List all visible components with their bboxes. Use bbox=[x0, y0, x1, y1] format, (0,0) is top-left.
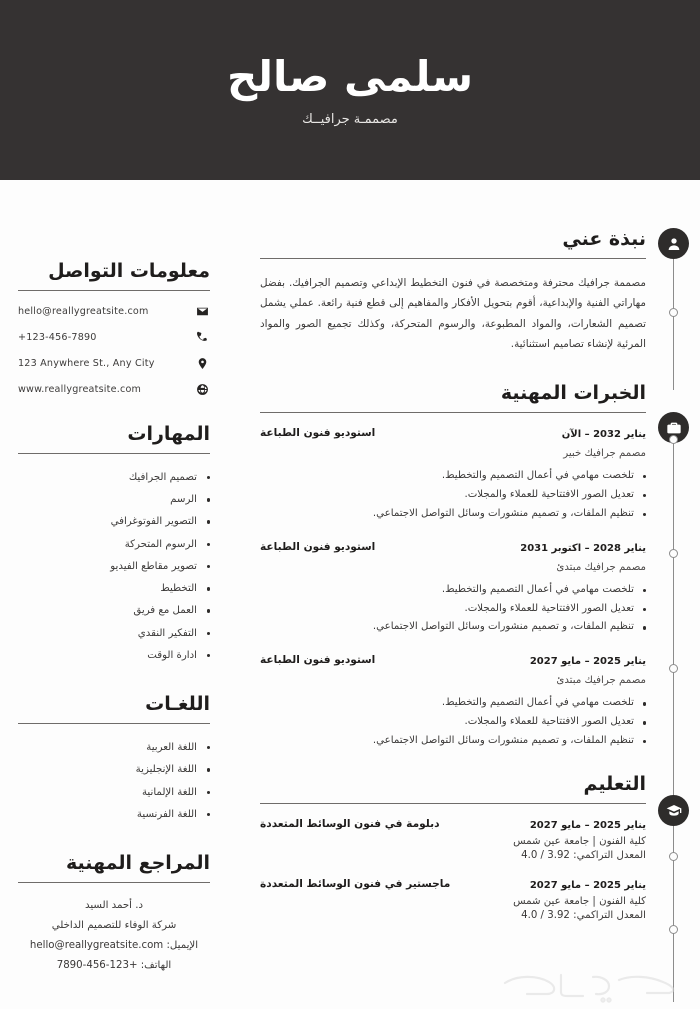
experience-role: مصمم جرافيك مبتدئ bbox=[556, 675, 646, 687]
section-title-contact: معلومات التواصل bbox=[48, 260, 210, 282]
education-school: كلية الفنون | جامعة عين شمس bbox=[513, 895, 646, 907]
section-contact bbox=[18, 260, 210, 397]
section-title-experience: الخبرات المهنية bbox=[500, 382, 646, 405]
skills-list bbox=[18, 467, 210, 667]
skill-item: التفكير النقدي bbox=[18, 623, 210, 645]
language-item: اللغة الفرنسية bbox=[18, 804, 210, 826]
education-entry bbox=[260, 878, 646, 921]
section-about bbox=[232, 228, 700, 354]
sidebar-column bbox=[0, 180, 232, 1009]
experience-organization: استوديو فنون الطباعة bbox=[260, 654, 376, 667]
skill-item: تصميم الجرافيك bbox=[18, 467, 210, 489]
header-subtitle: مصممـة جرافيــك bbox=[302, 111, 398, 127]
experience-bullet: تلخصت مهامي في أعمال التصميم والتخطيط. bbox=[260, 581, 646, 600]
experience-role: مصمم جرافيك خبير bbox=[563, 448, 646, 460]
experience-entry bbox=[260, 654, 646, 751]
section-title-education: التعليم bbox=[583, 772, 646, 795]
watermark-logo bbox=[497, 963, 687, 1007]
phone-icon bbox=[195, 330, 210, 345]
skill-item: الرسم bbox=[18, 489, 210, 511]
education-date: يناير 2025 – مايو 2027 bbox=[529, 819, 646, 831]
skill-item: تصوير مقاطع الفيديو bbox=[18, 556, 210, 578]
experience-bullet: تنظيم الملفات، و تصميم منشورات وسائل التواصل الاجتماعي. bbox=[260, 505, 646, 524]
section-divider bbox=[18, 723, 210, 724]
main-column bbox=[232, 180, 700, 1009]
language-item: اللغة الإلمانية bbox=[18, 782, 210, 804]
experience-bullet: تلخصت مهامي في أعمال التصميم والتخطيط. bbox=[260, 467, 646, 486]
reference-phone: الهاتف: +123-456-7890 bbox=[56, 959, 172, 971]
contact-value: hello@reallygreatsite.com bbox=[18, 305, 149, 317]
page-title: سلمى صالح bbox=[226, 52, 474, 102]
experience-bullets bbox=[260, 467, 646, 524]
experience-bullet: تعديل الصور الافتتاحية للعملاء والمجلات. bbox=[260, 600, 646, 619]
reference-email: الإيميل: hello@reallygreatsite.com bbox=[29, 939, 199, 951]
timeline-dot bbox=[669, 925, 678, 934]
contact-list bbox=[18, 304, 210, 397]
contact-row[interactable] bbox=[18, 330, 210, 345]
contact-row[interactable] bbox=[18, 382, 210, 397]
skill-item: التخطيط bbox=[18, 578, 210, 600]
language-item: اللغة العربية bbox=[18, 737, 210, 759]
contact-row[interactable] bbox=[18, 304, 210, 319]
experience-bullet: تعديل الصور الافتتاحية للعملاء والمجلات. bbox=[260, 486, 646, 505]
experience-entry bbox=[260, 427, 646, 524]
section-divider bbox=[18, 882, 210, 883]
experience-bullet: تلخصت مهامي في أعمال التصميم والتخطيط. bbox=[260, 694, 646, 713]
skill-item: ادارة الوقت bbox=[18, 645, 210, 667]
skill-item: العمل مع فريق bbox=[18, 600, 210, 622]
contact-value: www.reallygreatsite.com bbox=[18, 383, 142, 395]
section-divider bbox=[18, 453, 210, 454]
experience-role: مصمم جرافيك مبتدئ bbox=[556, 561, 646, 573]
skill-item: الرسوم المتحركة bbox=[18, 534, 210, 556]
section-title-skills: المهارات bbox=[127, 422, 210, 445]
section-skills bbox=[18, 423, 210, 667]
education-gpa: المعدل التراكمي: 3.92 / 4.0 bbox=[521, 849, 646, 861]
languages-list bbox=[18, 737, 210, 826]
section-divider bbox=[260, 803, 646, 804]
section-divider bbox=[18, 290, 210, 291]
experience-entry bbox=[260, 541, 646, 638]
section-title-languages: اللغـات bbox=[145, 693, 210, 716]
section-divider bbox=[260, 412, 646, 413]
skill-item: التصوير الفوتوغرافي bbox=[18, 511, 210, 533]
experience-organization: استوديو فنون الطباعة bbox=[260, 540, 376, 553]
globe-icon bbox=[195, 382, 210, 397]
education-list bbox=[260, 818, 646, 921]
section-divider bbox=[260, 258, 646, 259]
education-school: كلية الفنون | جامعة عين شمس bbox=[513, 835, 646, 847]
experience-date: يناير 2032 – الآن bbox=[561, 429, 646, 441]
experience-organization: استوديو فنون الطباعة bbox=[260, 427, 376, 440]
location-pin-icon bbox=[195, 356, 210, 371]
education-date: يناير 2025 – مايو 2027 bbox=[529, 879, 646, 891]
education-entry bbox=[260, 818, 646, 861]
experience-bullet: تعديل الصور الافتتاحية للعملاء والمجلات. bbox=[260, 713, 646, 732]
resume-body bbox=[0, 180, 700, 1009]
section-experience bbox=[232, 382, 700, 751]
experience-bullet: تنظيم الملفات، و تصميم منشورات وسائل التواصل الاجتماعي. bbox=[260, 618, 646, 637]
experience-bullets bbox=[260, 581, 646, 638]
experience-bullets bbox=[260, 694, 646, 751]
reference-company: شركة الوفاء للتصميم الداخلي bbox=[51, 919, 177, 931]
contact-value: 123 Anywhere St., Any City bbox=[18, 357, 155, 369]
section-languages bbox=[18, 693, 210, 826]
experience-date: يناير 2025 – مايو 2027 bbox=[529, 656, 646, 668]
about-text: مصممة جرافيك محترفة ومتخصصة في فنون التخطيط الإبداعي وتصميم الجرافيك. بفضل مهاراتي الفنية والإبداعية، أقوم بتحويل الأفكار والمفاهيم إلى قطع فنية رائعة. عملي يشمل تصميم الشعارات، والمواد المطبوعة، والرسوم المتحركة، وكذلك تجميع الصور والمواد المرئية لإنشاء تصاميم استثنائية. bbox=[260, 276, 646, 350]
experience-date: يناير 2028 – اكتوبر 2031 bbox=[520, 542, 646, 554]
section-references bbox=[18, 852, 210, 976]
resume-header bbox=[0, 0, 700, 180]
reference-name: د. أحمد السيد bbox=[84, 899, 144, 911]
section-title-references: المراجع المهنية bbox=[66, 852, 210, 874]
experience-bullet: تنظيم الملفات، و تصميم منشورات وسائل التواصل الاجتماعي. bbox=[260, 732, 646, 751]
section-education bbox=[232, 773, 700, 921]
education-degree: ماجستير في فنون الوسائط المتعددة bbox=[260, 877, 451, 890]
education-degree: دبلومة في فنون الوسائط المتعددة bbox=[260, 817, 440, 830]
education-gpa: المعدل التراكمي: 3.92 / 4.0 bbox=[521, 909, 646, 921]
language-item: اللغة الإنجليزية bbox=[18, 759, 210, 781]
email-icon bbox=[195, 304, 210, 319]
contact-row[interactable] bbox=[18, 356, 210, 371]
section-title-about: نبذة عني bbox=[562, 228, 646, 250]
contact-value: +123-456-7890 bbox=[18, 331, 97, 343]
experience-list bbox=[260, 427, 646, 751]
